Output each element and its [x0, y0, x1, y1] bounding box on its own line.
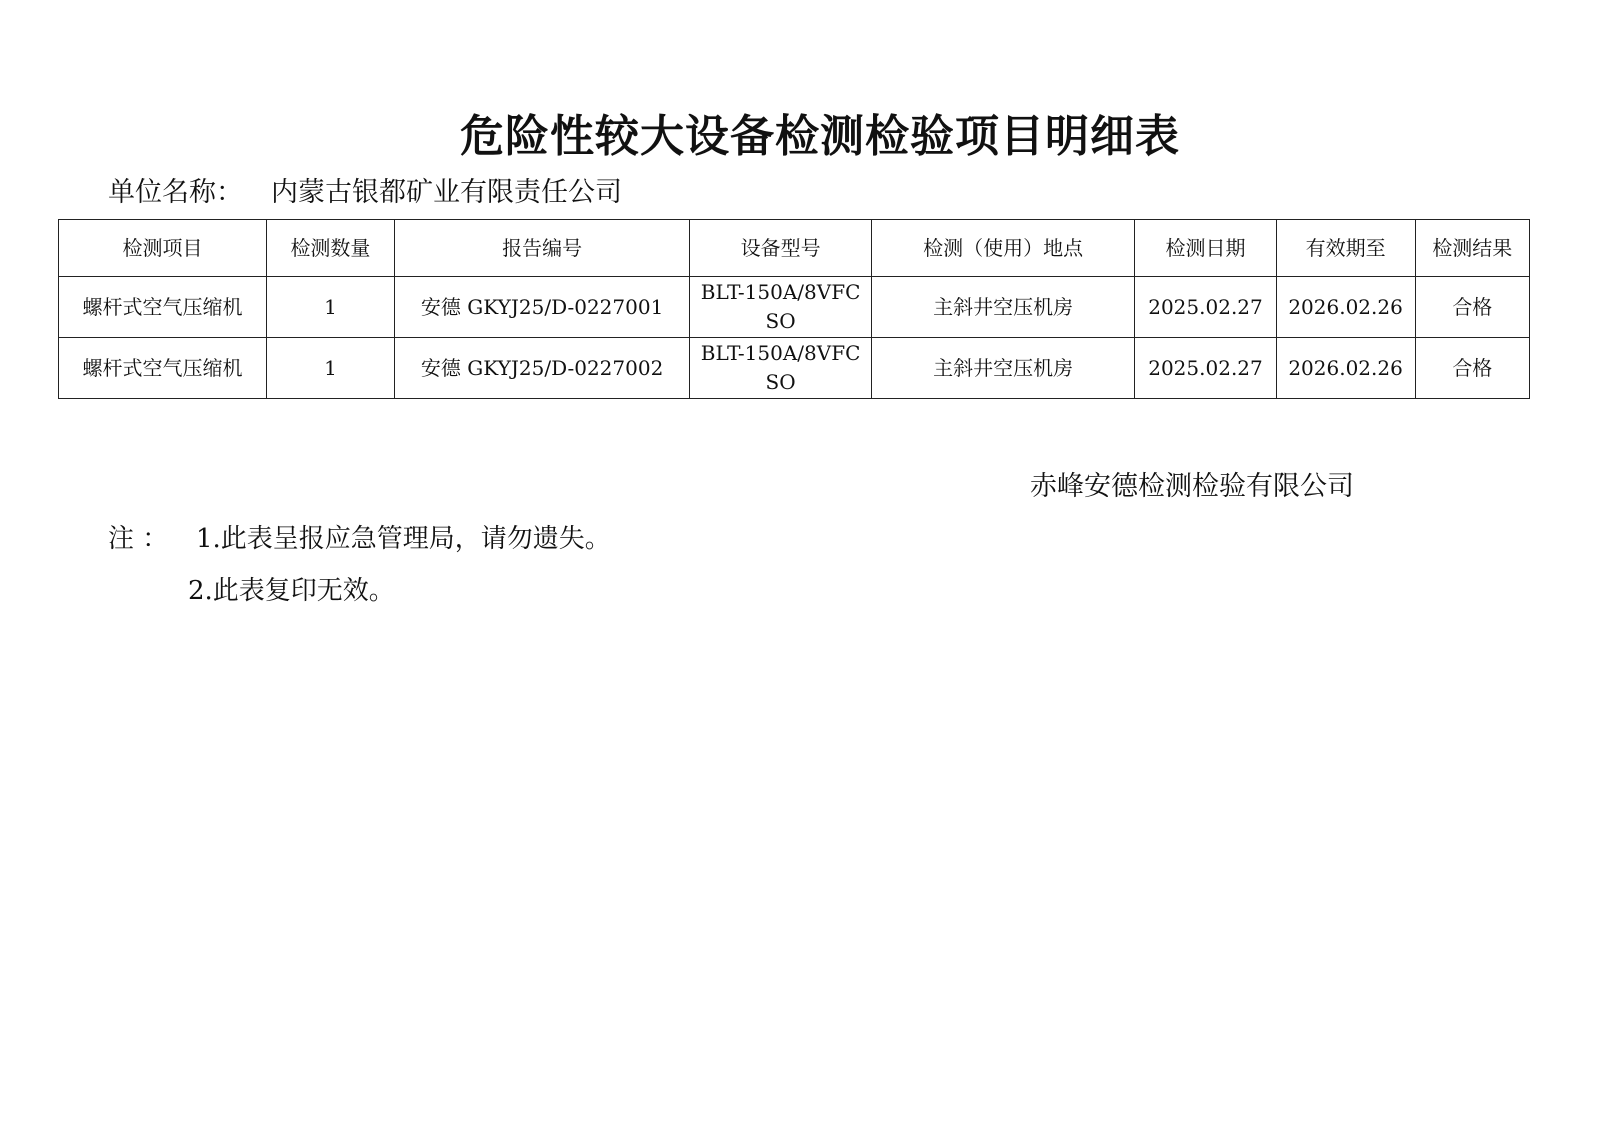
cell-result: 合格 [1415, 277, 1529, 338]
cell-valid-until: 2026.02.26 [1276, 338, 1415, 399]
table-row [59, 338, 1530, 399]
note-item: 1.此表呈报应急管理局，请勿遗失。 [196, 524, 611, 554]
cell-report-no: 安德 GKYJ25/D-0227002 [394, 338, 690, 399]
note-line-2 [188, 570, 395, 607]
header-report-no: 报告编号 [394, 220, 690, 277]
unit-line [108, 170, 622, 209]
header-valid-until: 有效期至 [1276, 220, 1415, 277]
cell-item: 螺杆式空气压缩机 [59, 338, 267, 399]
cell-test-date: 2025.02.27 [1135, 277, 1276, 338]
cell-quantity: 1 [267, 277, 395, 338]
inspection-company: 赤峰安德检测检验有限公司 [1030, 471, 1354, 502]
document-title: 危险性较大设备检测检验项目明细表 [460, 111, 1180, 162]
table-header-row [59, 220, 1530, 277]
cell-location: 主斜井空压机房 [871, 338, 1135, 399]
header-location: 检测（使用）地点 [871, 220, 1135, 277]
cell-item: 螺杆式空气压缩机 [59, 277, 267, 338]
cell-test-date: 2025.02.27 [1135, 338, 1276, 399]
note-label: 注 ： [108, 524, 169, 554]
inspection-table [58, 219, 1530, 399]
cell-model: BLT-150A/8VFCSO [690, 338, 871, 399]
cell-quantity: 1 [267, 338, 395, 399]
cell-result: 合格 [1415, 338, 1529, 399]
header-test-date: 检测日期 [1135, 220, 1276, 277]
header-model: 设备型号 [690, 220, 871, 277]
header-item: 检测项目 [59, 220, 267, 277]
cell-report-no: 安德 GKYJ25/D-0227001 [394, 277, 690, 338]
cell-location: 主斜井空压机房 [871, 277, 1135, 338]
unit-label: 单位名称： [108, 177, 243, 208]
cell-model: BLT-150A/8VFCSO [690, 277, 871, 338]
table-row [59, 277, 1530, 338]
unit-name: 内蒙古银都矿业有限责任公司 [271, 177, 622, 208]
note-item: 2.此表复印无效。 [188, 576, 395, 606]
cell-valid-until: 2026.02.26 [1276, 277, 1415, 338]
header-quantity: 检测数量 [267, 220, 395, 277]
note-line-1 [108, 518, 611, 555]
header-result: 检测结果 [1415, 220, 1529, 277]
